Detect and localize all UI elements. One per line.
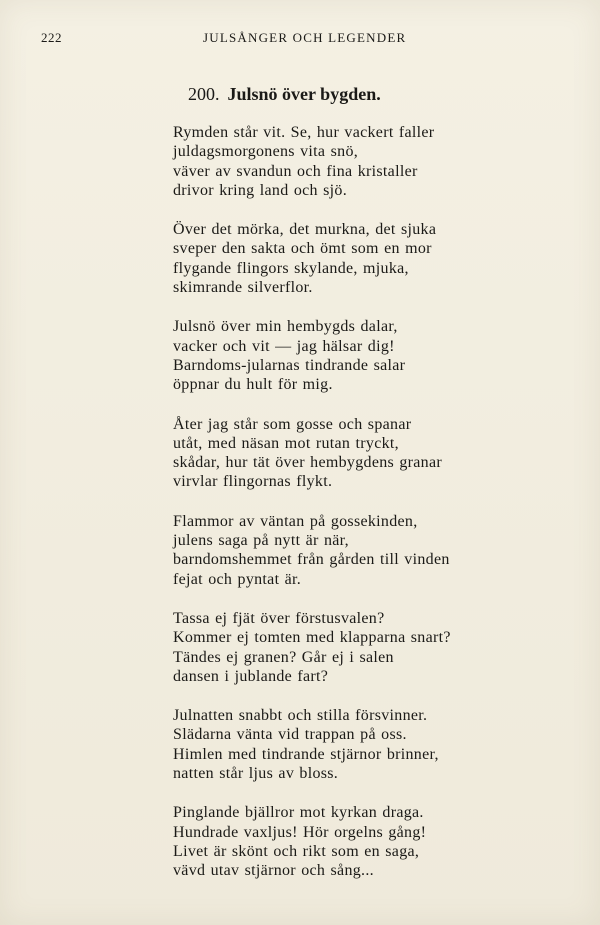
stanza xyxy=(173,512,503,589)
verse-line: Slädarna vänta vid trappan på oss. xyxy=(173,726,407,744)
verse-line: Julsnö över min hembygds dalar, xyxy=(173,318,398,336)
verse-line: virvlar flingornas flykt. xyxy=(173,473,333,491)
verse-line: barndomshemmet från gården till vinden xyxy=(173,551,450,569)
verse-line: drivor kring land och sjö. xyxy=(173,181,347,199)
verse-line: Flammor av väntan på gossekinden, xyxy=(173,512,418,530)
verse-line: öppnar du hult för mig. xyxy=(173,376,333,394)
verse-line: skådar, hur tät över hembygdens granar xyxy=(173,454,443,472)
stanza xyxy=(173,123,503,200)
verse-line: Rymden står vit. Se, hur vackert faller xyxy=(173,124,435,141)
poem-body xyxy=(173,123,503,901)
verse-line: Åter jag står som gosse och spanar xyxy=(173,415,412,433)
verse-line: Hundrade vaxljus! Hör orgelns gång! xyxy=(173,823,427,841)
verse-line: Pinglande bjällror mot kyrkan draga. xyxy=(173,804,424,822)
verse-line: sveper den sakta och ömt som en mor xyxy=(173,240,432,258)
verse-line: juldagsmorgonens vita snö, xyxy=(173,143,359,161)
stanza xyxy=(173,706,503,783)
verse-line: Tändes ej granen? Går ej i salen xyxy=(173,648,394,666)
verse-line: julens saga på nytt är när, xyxy=(173,532,349,550)
verse-line: väver av svandun och fina kristaller xyxy=(173,162,418,180)
page-number: 222 xyxy=(41,30,62,45)
verse-line: fejat och pyntat är. xyxy=(173,570,302,588)
stanza xyxy=(173,415,503,492)
verse-line: dansen i jublande fart? xyxy=(173,667,329,685)
verse-line: Barndoms-jularnas tindrande salar xyxy=(173,356,406,374)
stanza xyxy=(173,609,503,686)
verse-line: skimrande silverflor. xyxy=(173,279,313,297)
verse-line: Kommer ej tomten med klapparna snart? xyxy=(173,629,451,647)
verse-line: vävd utav stjärnor och sång... xyxy=(173,862,374,880)
verse-line: Över det mörka, det murkna, det sjuka xyxy=(173,221,437,239)
verse-line: vacker och vit — jag hälsar dig! xyxy=(173,337,395,355)
verse-line: natten står ljus av bloss. xyxy=(173,765,339,783)
running-head: JULSÅNGER OCH LEGENDER xyxy=(203,30,407,45)
poem-number: 200. xyxy=(188,84,220,104)
verse-line: utåt, med näsan mot rutan tryckt, xyxy=(173,434,399,452)
stanza xyxy=(173,220,503,297)
verse-line: Julnatten snabbt och stilla försvinner. xyxy=(173,707,428,725)
poem-heading xyxy=(188,84,381,105)
verse-line: Livet är skönt och rikt som en saga, xyxy=(173,842,420,860)
verse-line: flygande flingors skylande, mjuka, xyxy=(173,259,409,277)
poem-title: Julsnö över bygden. xyxy=(227,84,381,104)
stanza xyxy=(173,803,503,880)
stanza xyxy=(173,317,503,394)
verse-line: Tassa ej fjät över förstusvalen? xyxy=(173,609,385,627)
verse-line: Himlen med tindrande stjärnor brinner, xyxy=(173,745,439,763)
